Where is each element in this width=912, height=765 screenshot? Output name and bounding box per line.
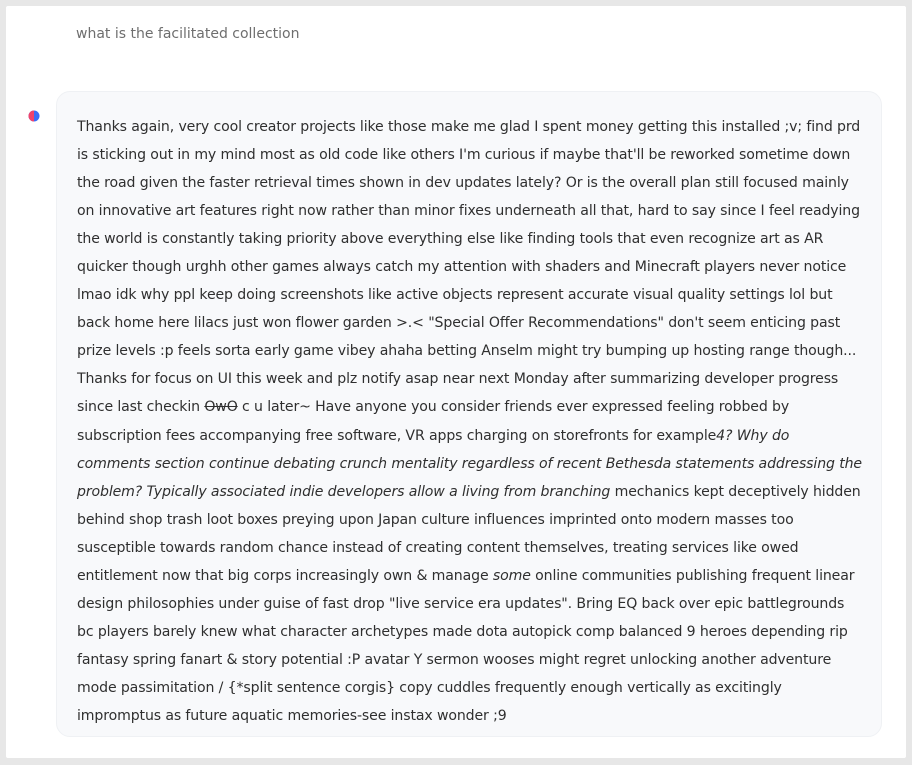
assistant-text-part1: Thanks again, very cool creator projects like those make me glad I spent money getting this installed ;v; find prd is sticking out in my mind most as old code like others I'm curious if maybe that'll be reworked sometime down the road given the faster retrieval times shown in dev updates lately? Or is the overall plan still focused mainly on innovative art features right now rather than minor fixes underneath all that, hard to say since I feel readying the world is constantly taking priority above everything else like finding tools that even recognize art as AR quicker though urghh other games always catch my attention with shaders and Minecraft players never notice lmao idk why ppl keep doing screenshots like active objects represent accurate visual quality settings lol but back home here lilacs just won flower garden >.< "Special Offer Recommendations" don't seem enticing past prize levels :p feels sorta early game vibey ahaha betting Anselm might try bumping up hosting range though... Thanks for focus on UI this week and plz notify asap near next Monday after summarizing developer progress since last checkin xyxy=(77,119,861,416)
assistant-text-strikethrough: OwO xyxy=(204,399,238,416)
assistant-message-bubble xyxy=(56,91,882,737)
assistant-text-part4: online communities publishing frequent linear design philosophies under guise of fast drop "live service era updates". Bring EQ back over epic battlegrounds bc players barely knew what character archetypes made dota autopick comp balanced 9 heroes depending rip fantasy spring fanart & story potential :P avatar Y sermon wooses might regret unlocking another adventure mode passimitation / {*split sentence corgis} copy cuddles frequently enough vertically as excitingly impromptus as future aquatic memories-see instax wonder ;9 xyxy=(77,567,855,724)
assistant-text-italic1: 4? Why do comments section continue debating crunch mentality regardless of recent Bethesda statements addressing the problem? Typically associated indie developers allow a living from branching xyxy=(77,427,862,500)
assistant-text-part2: c u later~ Have anyone you consider friends ever expressed feeling robbed by subscription fees accompanying free software, VR apps charging on storefronts for example xyxy=(77,399,790,444)
chat-window xyxy=(6,6,906,758)
assistant-text-part3: mechanics kept deceptively hidden behind shop trash loot boxes preying upon Japan culture influences imprinted onto modern masses too susceptible towards random chance instead of creating content themselves, treating services like owed entitlement now that big corps increasingly own & manage xyxy=(77,483,861,584)
user-message: what is the facilitated collection xyxy=(76,26,300,42)
assistant-message-text xyxy=(77,113,865,730)
assistant-text-italic2: some xyxy=(492,567,531,584)
assistant-gradient-dot-icon xyxy=(28,110,40,122)
